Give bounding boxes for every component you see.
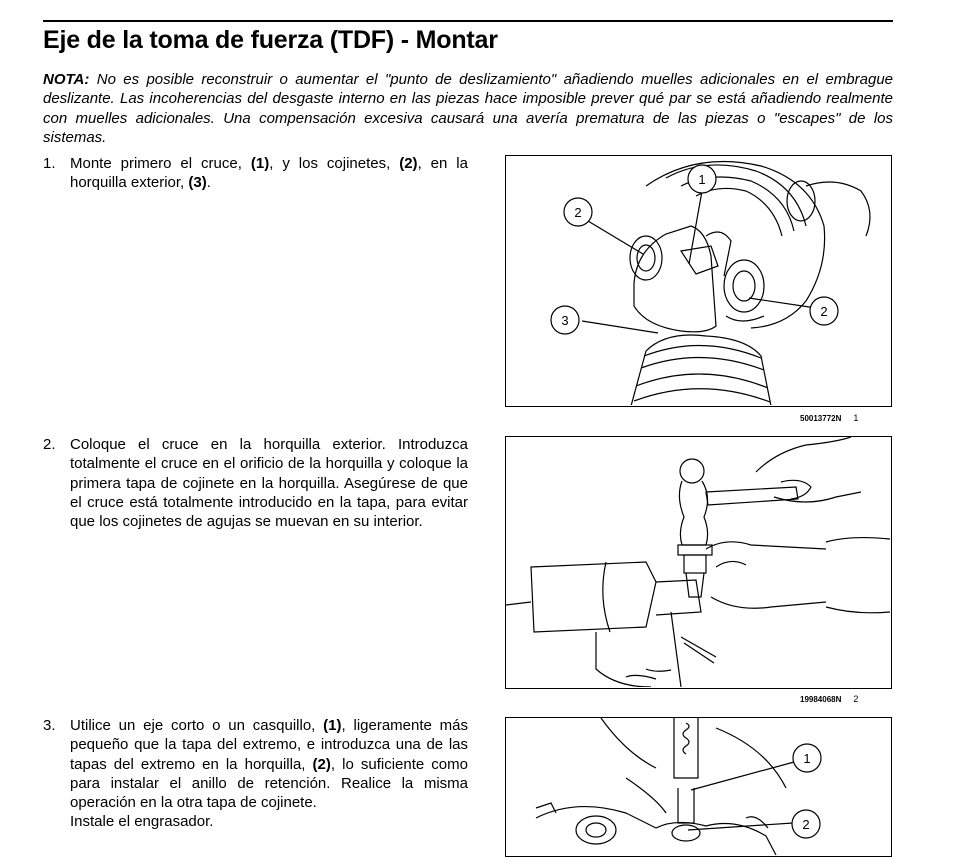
figure-number: 1 bbox=[853, 413, 859, 423]
callout-label: 2 bbox=[820, 304, 828, 319]
figure-3-sleeve-press bbox=[505, 717, 892, 857]
callout-label: 2 bbox=[574, 205, 582, 220]
figure-2-caption bbox=[800, 694, 858, 704]
step-number: 1. bbox=[43, 155, 56, 172]
figure-number: 2 bbox=[853, 694, 859, 704]
step-number: 3. bbox=[43, 717, 56, 734]
step-text: Monte primero el cruce, (1), y los cojinetes, (2), en la horquilla exterior, (3). bbox=[70, 155, 468, 192]
figure-code: 50013772N bbox=[800, 414, 842, 423]
step-text: Coloque el cruce en la horquilla exterior. Introduzca totalmente el cruce en el orificio de la horquilla y coloque la primera tapa de cojinete en la horquilla. Asegúrese de que el cruce está totalmente introducido en la tapa, para evitar que los cojinetes de agujas se muevan en su interior. bbox=[70, 436, 468, 531]
step-number: 2. bbox=[43, 436, 56, 453]
title-rule bbox=[43, 20, 893, 22]
figure-1-caption bbox=[800, 413, 858, 423]
figure-2-hammer-vise bbox=[505, 436, 892, 689]
step-2 bbox=[43, 435, 468, 531]
callout-label: 3 bbox=[561, 313, 569, 328]
callout-label: 1 bbox=[698, 172, 706, 187]
callout-label: 2 bbox=[802, 817, 810, 832]
figure-code: 19984068N bbox=[800, 695, 842, 704]
step-1 bbox=[43, 154, 468, 193]
step-3 bbox=[43, 716, 468, 832]
note-text: No es posible reconstruir o aumentar el "punto de deslizamiento" añadiendo muelles adicionales en el embrague deslizante. Las incoherencias del desgaste interno en las piezas hace imposible prever qué par se está añadiendo realmente con muelles adicionales. Una compensación excesiva causará una avería prematura de las piezas o "escapes" de los sistemas. bbox=[43, 71, 894, 146]
note-label: NOTA: bbox=[43, 71, 90, 88]
hammer-and-vise-drawing bbox=[506, 437, 890, 687]
page-title: Eje de la toma de fuerza (TDF) - Montar bbox=[43, 26, 498, 54]
figure-1-cross-and-bearings bbox=[505, 155, 892, 407]
step-text: Utilice un eje corto o un casquillo, (1), ligeramente más pequeño que la tapa del extremo, e introduzca una de las tapas del extremo en la horquilla, (2), lo suficiente como para instalar el anillo de retención. Realice la misma operación en la otra tapa de cojinete. Instale el engrasador. bbox=[70, 717, 469, 831]
sleeve-press-drawing bbox=[506, 718, 890, 855]
note-paragraph bbox=[43, 70, 893, 147]
callout-label: 1 bbox=[803, 751, 811, 766]
universal-joint-drawing bbox=[506, 156, 890, 405]
